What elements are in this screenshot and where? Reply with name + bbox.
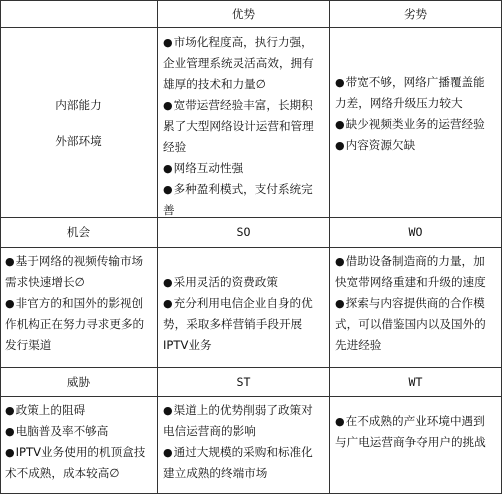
wt-item — [335, 411, 496, 453]
threats-cell — [0, 397, 158, 494]
weaknesses-header — [330, 1, 502, 28]
so-label: SO — [236, 225, 251, 239]
strengths-cell — [158, 28, 330, 218]
internal-external-label-cell — [0, 28, 158, 218]
threats-label: 威胁 — [66, 374, 91, 389]
so-item — [163, 293, 324, 356]
st-item — [163, 442, 324, 484]
opportunities-item-text: 基于网络的视频传输市场需求快速增长∅ — [5, 254, 144, 289]
bullet-icon: ● — [5, 404, 15, 417]
so-item — [163, 272, 324, 293]
weaknesses-item-text: 内容资源欠缺 — [345, 138, 416, 152]
strengths-item — [163, 158, 324, 179]
strengths-header — [158, 1, 330, 28]
bullet-icon: ● — [163, 404, 173, 417]
wt-cell — [330, 397, 502, 494]
bullet-icon: ● — [163, 162, 173, 175]
strengths-header-label: 优势 — [231, 6, 256, 21]
external-label: 外部环境 — [55, 133, 102, 148]
wt-item-text: 在不成熟的产业环境中遇到与广电运营商争夺用户的挑战 — [335, 414, 486, 449]
threats-item-text: 政策上的阻碍 — [15, 403, 86, 417]
bullet-icon: ● — [163, 297, 173, 310]
bullet-icon: ● — [5, 446, 15, 459]
opportunities-item-text: 非官方的和国外的影视创作机构正在努力寻求更多的发行渠道 — [5, 296, 145, 352]
so-header — [158, 218, 330, 248]
bullet-icon: ● — [163, 99, 173, 112]
opportunities-cell — [0, 248, 158, 368]
internal-label: 内部能力 — [55, 97, 102, 112]
st-cell — [158, 397, 330, 494]
threats-item-text: IPTV业务使用的机顶盒技术不成熟，成本较高∅ — [5, 445, 146, 480]
wo-item-text: 探索与内容提供商的合作模式，可以借鉴国内以及国外的先进经验 — [335, 296, 486, 352]
bullet-icon: ● — [335, 415, 345, 428]
bullet-icon: ● — [335, 255, 345, 268]
strengths-item — [163, 32, 324, 95]
bullet-icon: ● — [335, 297, 345, 310]
threats-item — [5, 442, 152, 484]
bullet-icon: ● — [163, 36, 173, 49]
st-item-text: 通过大规模的采购和标准化建立成熟的终端市场 — [163, 445, 313, 480]
wo-item-text: 借助设备制造商的力量，加快宽带网络重建和升级的速度 — [335, 254, 486, 289]
wt-label: WT — [408, 374, 423, 389]
bullet-icon: ● — [335, 118, 345, 131]
bullet-icon: ● — [163, 446, 173, 459]
threats-item-text: 电脑普及率不够高 — [15, 424, 109, 438]
st-header — [158, 368, 330, 397]
bullet-icon: ● — [5, 255, 15, 268]
so-item-text: 充分利用电信企业自身的优势，采取多样营销手段开展IPTV业务 — [163, 296, 313, 352]
threats-header — [0, 368, 158, 397]
opportunities-item — [5, 251, 152, 293]
wo-cell — [330, 248, 502, 368]
wo-item — [335, 251, 496, 293]
threats-item — [5, 400, 152, 421]
strengths-item — [163, 95, 324, 158]
bullet-icon: ● — [163, 276, 173, 289]
wo-label: WO — [408, 225, 423, 239]
threats-item — [5, 421, 152, 442]
bullet-icon: ● — [163, 183, 173, 196]
weaknesses-item-text: 缺少视频类业务的运营经验 — [345, 117, 485, 131]
strengths-item-text: 市场化程度高，执行力强，企业管理系统灵活高效，拥有雄厚的技术和力量∅ — [163, 35, 314, 91]
so-cell — [158, 248, 330, 368]
weaknesses-item — [335, 114, 496, 135]
strengths-item-text: 宽带运营经验丰富，长期积累了大型网络设计运营和管理经验 — [163, 98, 314, 154]
weaknesses-cell — [330, 28, 502, 218]
strengths-item-text: 网络互动性强 — [173, 161, 244, 175]
strengths-item — [163, 179, 324, 218]
bullet-icon: ● — [335, 139, 345, 152]
bullet-icon: ● — [335, 76, 345, 89]
wt-header — [330, 368, 502, 397]
bullet-icon: ● — [5, 297, 15, 310]
bullet-icon: ● — [5, 425, 15, 438]
wo-header — [330, 218, 502, 248]
st-item — [163, 400, 324, 442]
st-item-text: 渠道上的优势削弱了政策对电信运营商的影响 — [163, 403, 313, 438]
opportunities-label: 机会 — [66, 225, 91, 239]
weaknesses-item-text: 带宽不够，网络广播覆盖能力差，网络升级压力较大 — [335, 75, 485, 110]
opportunities-item — [5, 293, 152, 356]
st-label: ST — [236, 374, 251, 389]
weaknesses-item — [335, 135, 496, 156]
weaknesses-header-label: 劣势 — [403, 6, 428, 21]
strengths-item-text: 多种盈利模式，支付系统完善 — [163, 182, 313, 217]
corner-cell — [0, 1, 158, 28]
weaknesses-item — [335, 72, 496, 114]
wo-item — [335, 293, 496, 356]
so-item-text: 采用灵活的资费政策 — [173, 275, 278, 289]
opportunities-header — [0, 218, 158, 248]
